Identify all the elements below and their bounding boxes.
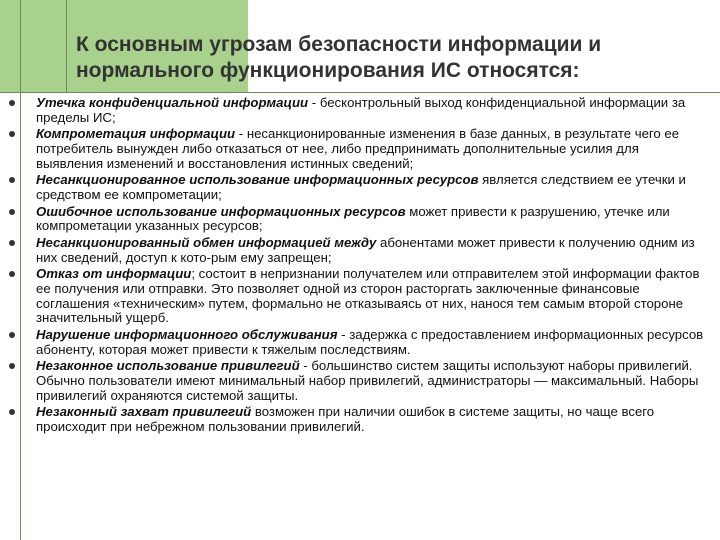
- item-text: - бесконтрольный выход конфиденциальной информации за пределы ИС;: [36, 95, 686, 125]
- threats-list: [0, 96, 720, 437]
- item-text: - большинство систем защиты используют наборы привилегий. Обычно пользователи имеют минимальный набор привилегий, администраторы — максимальный. Наборы привилегий охраняются системой защиты.: [36, 358, 699, 403]
- decorative-vertical-line-2: [66, 0, 67, 92]
- list-item: [0, 236, 720, 265]
- item-text: - задержка с предоставлением информационных ресурсов абоненту, которая может привести к тяжелым последствиям.: [36, 327, 704, 357]
- list-item: [0, 96, 720, 125]
- title-line-2: нормального функционирования ИС относятся:: [76, 59, 580, 82]
- item-term: Незаконный захват привилегий: [36, 404, 252, 420]
- list-item: [0, 267, 720, 325]
- item-term: Несанкционированный обмен информацией между: [36, 235, 377, 251]
- bullet-icon: [9, 209, 15, 215]
- title-line-1: К основным угрозам безопасности информации и: [76, 33, 602, 56]
- item-term: Несанкционированное использование информационных ресурсов: [36, 172, 479, 188]
- bullet-icon: [9, 409, 15, 415]
- item-text: может привести к разрушению, утечке или компрометации указанных ресурсов;: [36, 203, 670, 234]
- list-item: [0, 127, 720, 171]
- item-term: Утечка конфиденциальной информации: [36, 95, 309, 110]
- bullet-icon: [9, 332, 15, 338]
- item-text: абонентами может привести к получению одним из них сведений, доступ к кото-рым ему запрещен;: [36, 235, 695, 265]
- list-item: [0, 359, 720, 403]
- item-text: возможен при наличии ошибок в системе защиты, но чаще всего происходит при небрежном пользовании привилегий.: [36, 404, 655, 434]
- slide-title: [76, 32, 706, 84]
- list-item: [0, 405, 720, 434]
- item-text: ; состоит в непризнании получателем или отправителем этой информации фактов ее получения или отправки. Это позволяет одной из сторон расторгать заключенные финансовые соглашения «техническим» путем, формально не отказываясь от них, нанося тем самым второй стороне значительный ущерб.: [36, 266, 700, 326]
- item-term: Ошибочное использование информационных ресурсов: [36, 203, 406, 219]
- item-text: является следствием ее утечки и средством ее компрометации;: [36, 172, 686, 202]
- bullet-icon: [9, 363, 15, 369]
- list-item: [0, 173, 720, 202]
- item-term: Незаконное использование привилегий: [36, 358, 300, 374]
- bullet-icon: [9, 131, 15, 137]
- item-term: Нарушение информационного обслуживания: [36, 327, 338, 343]
- bullet-icon: [9, 240, 15, 246]
- bullet-icon: [9, 177, 15, 183]
- item-term: Компрометация информации: [36, 126, 236, 142]
- bullet-icon: [9, 271, 15, 277]
- list-item: [0, 328, 720, 357]
- item-text: - несанкционированные изменения в базе данных, в результате чего ее потребитель вынужден либо отказаться от нее, либо предпринимать дополнительные усилия для выявления изменений и восстановления истинных сведений;: [36, 126, 680, 171]
- bullet-icon: [9, 100, 15, 106]
- list-item: [0, 205, 720, 234]
- decorative-horizontal-line: [0, 92, 720, 93]
- item-term: Отказ от информации: [36, 266, 192, 282]
